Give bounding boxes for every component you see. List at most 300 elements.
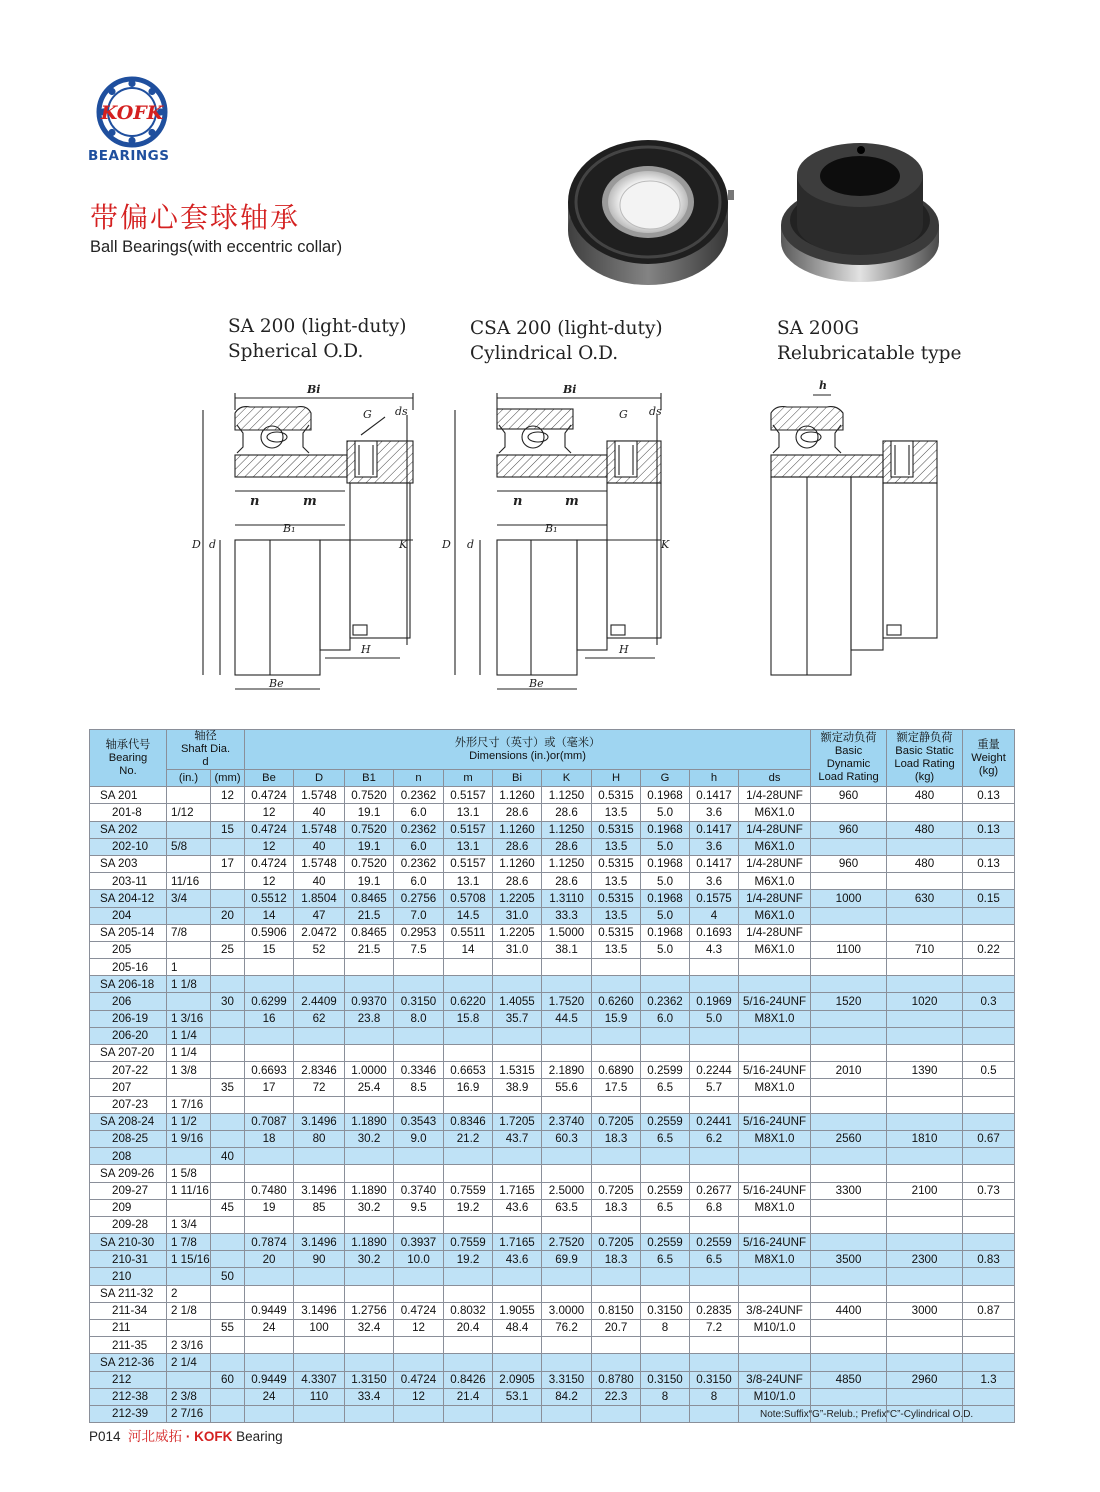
cell-dim-be [245, 1148, 294, 1165]
cell-dim-m: 0.5708 [444, 890, 493, 907]
cell-shaft-mm [211, 1113, 245, 1130]
cell-dim-n: 9.0 [394, 1130, 444, 1147]
cell-static-load [887, 1148, 963, 1165]
type-sa200-line1: SA 200 (light-duty) [228, 316, 407, 337]
cell-dim-h [690, 1268, 739, 1285]
cell-dim-b1 [345, 1165, 394, 1182]
cell-shaft-mm: 17 [211, 855, 245, 872]
label-be: Be [269, 677, 284, 690]
cell-dim-k: 2.5000 [542, 1182, 592, 1199]
cell-dim-ds: M8X1.0 [739, 1251, 811, 1268]
cell-dim-m [444, 959, 493, 976]
cell-dim-ds: M8X1.0 [739, 1130, 811, 1147]
cell-dim-m: 19.2 [444, 1199, 493, 1216]
cell-dim-k [542, 1268, 592, 1285]
cell-dim-k: 84.2 [542, 1388, 592, 1405]
cell-dim-g [641, 976, 690, 993]
cell-dim-k [542, 1027, 592, 1044]
cell-bearing-no: 205-16 [90, 959, 167, 976]
cell-dim-be: 0.6693 [245, 1062, 294, 1079]
cell-dim-d: 47 [294, 907, 345, 924]
cell-dim-b1 [345, 976, 394, 993]
cell-shaft-inch: 1 1/4 [167, 1027, 211, 1044]
cell-dim-k: 69.9 [542, 1251, 592, 1268]
cell-shaft-mm [211, 804, 245, 821]
cell-dim-n [394, 1165, 444, 1182]
table-row [90, 890, 1015, 907]
drawing-sa200 [191, 383, 413, 690]
cell-weight [963, 959, 1015, 976]
cell-shaft-inch [167, 907, 211, 924]
table-row [90, 993, 1015, 1010]
cell-weight [963, 804, 1015, 821]
cell-dynamic-load [811, 1027, 887, 1044]
cell-static-load [887, 959, 963, 976]
cell-weight: 0.87 [963, 1302, 1015, 1319]
cell-dim-b1: 21.5 [345, 907, 394, 924]
cell-dynamic-load: 1000 [811, 890, 887, 907]
cell-dim-n: 0.2362 [394, 821, 444, 838]
page-footer [89, 1425, 283, 1445]
cell-dim-h [690, 1285, 739, 1302]
cell-bearing-no: 206-20 [90, 1027, 167, 1044]
table-row [90, 1027, 1015, 1044]
cell-dim-d: 3.1496 [294, 1302, 345, 1319]
cell-dim-be: 0.9449 [245, 1302, 294, 1319]
cell-weight [963, 924, 1015, 941]
cell-dim-k [542, 1285, 592, 1302]
cell-dim-n: 8.5 [394, 1079, 444, 1096]
cell-static-load: 480 [887, 787, 963, 804]
cell-dim-m [444, 976, 493, 993]
table-row [90, 1337, 1015, 1354]
label-d-bore-2: d [467, 538, 475, 551]
label-d-bore: d [209, 538, 217, 551]
cell-shaft-inch [167, 787, 211, 804]
cell-static-load: 710 [887, 941, 963, 958]
cell-dim-g: 0.3150 [641, 1371, 690, 1388]
cell-weight: 1.3 [963, 1371, 1015, 1388]
cell-dim-g: 0.2559 [641, 1234, 690, 1251]
cell-bearing-no: 210-31 [90, 1251, 167, 1268]
cell-weight [963, 1148, 1015, 1165]
cell-dim-k [542, 976, 592, 993]
cell-dim-h: 0.6890 [592, 1062, 641, 1079]
cell-dim-h [690, 976, 739, 993]
cell-dim-ds [739, 1096, 811, 1113]
cell-shaft-inch [167, 1371, 211, 1388]
cell-dim-h: 0.7205 [592, 1113, 641, 1130]
cell-dim-be [245, 1354, 294, 1371]
cell-dynamic-load: 3500 [811, 1251, 887, 1268]
cell-dim-d: 100 [294, 1320, 345, 1337]
cell-dim-ds [739, 1337, 811, 1354]
bearing-photo-spherical [558, 130, 738, 295]
cell-dim-m: 19.2 [444, 1251, 493, 1268]
cell-dim-m [444, 1337, 493, 1354]
cell-static-load [887, 1010, 963, 1027]
cell-dim-d [294, 1354, 345, 1371]
cell-dim-h [592, 959, 641, 976]
cell-dim-b1: 30.2 [345, 1251, 394, 1268]
cell-dim-ds: 5/16-24UNF [739, 1182, 811, 1199]
cell-dim-d [294, 1216, 345, 1233]
cell-dim-n [394, 976, 444, 993]
cell-dim-g: 0.1968 [641, 787, 690, 804]
cell-dim-g [641, 1165, 690, 1182]
cell-dim-g: 6.0 [641, 1010, 690, 1027]
cell-dim-h [592, 1148, 641, 1165]
cell-dim-g [641, 1027, 690, 1044]
cell-dim-bi: 35.7 [493, 1010, 542, 1027]
cell-dim-d: 110 [294, 1388, 345, 1405]
cell-dim-m [444, 1027, 493, 1044]
cell-dynamic-load [811, 1268, 887, 1285]
label-k: K [399, 538, 408, 551]
cell-dim-k [542, 1405, 592, 1422]
cell-dim-ds [739, 1216, 811, 1233]
cell-dim-bi [493, 1405, 542, 1422]
cell-dim-h: 0.8150 [592, 1302, 641, 1319]
cell-dim-bi: 38.9 [493, 1079, 542, 1096]
cell-shaft-mm: 15 [211, 821, 245, 838]
cell-dim-n [394, 1405, 444, 1422]
cell-static-load [887, 838, 963, 855]
cell-dim-h: 8 [690, 1388, 739, 1405]
cell-dim-be: 18 [245, 1130, 294, 1147]
cell-dim-h [690, 1148, 739, 1165]
cell-dim-m: 14.5 [444, 907, 493, 924]
cell-dim-k: 60.3 [542, 1130, 592, 1147]
cell-dim-h: 18.3 [592, 1130, 641, 1147]
cell-dim-be: 0.7087 [245, 1113, 294, 1130]
cell-dim-k: 3.3150 [542, 1371, 592, 1388]
label-n-2: n [513, 494, 523, 509]
cell-dim-b1: 19.1 [345, 873, 394, 890]
cell-dim-k [542, 1354, 592, 1371]
cell-dim-d: 90 [294, 1251, 345, 1268]
cell-dim-n: 6.0 [394, 804, 444, 821]
label-bi-2: Bi [563, 383, 577, 396]
cell-dim-b1 [345, 959, 394, 976]
table-header [90, 730, 1015, 787]
cell-weight [963, 976, 1015, 993]
cell-bearing-no: 204 [90, 907, 167, 924]
cell-dim-be [245, 1285, 294, 1302]
cell-dim-be [245, 1045, 294, 1062]
cell-dim-h [592, 1354, 641, 1371]
cell-dim-d: 40 [294, 804, 345, 821]
cell-dynamic-load [811, 1148, 887, 1165]
drawing-sa200g [771, 379, 937, 675]
cell-dim-d [294, 1045, 345, 1062]
cell-dim-bi [493, 1165, 542, 1182]
cell-shaft-inch: 5/8 [167, 838, 211, 855]
cell-dynamic-load [811, 1285, 887, 1302]
cell-dim-n: 0.4724 [394, 1302, 444, 1319]
header-weight: 重量 Weight (kg) [963, 730, 1015, 787]
cell-dim-b1: 1.0000 [345, 1062, 394, 1079]
cell-dim-n [394, 1045, 444, 1062]
cell-dim-b1: 32.4 [345, 1320, 394, 1337]
label-h-small: h [819, 379, 827, 392]
cell-weight [963, 1199, 1015, 1216]
cell-weight: 0.13 [963, 787, 1015, 804]
cell-dim-k: 2.1890 [542, 1062, 592, 1079]
table-row [90, 1302, 1015, 1319]
cell-dim-n [394, 1337, 444, 1354]
cell-dynamic-load: 1100 [811, 941, 887, 958]
cell-shaft-mm [211, 1165, 245, 1182]
cell-dim-b1: 0.8465 [345, 924, 394, 941]
cell-dynamic-load [811, 907, 887, 924]
cell-static-load: 480 [887, 855, 963, 872]
page-number: P014 [89, 1429, 121, 1444]
cell-dim-h [690, 1165, 739, 1182]
cell-dim-n: 10.0 [394, 1251, 444, 1268]
table-row [90, 976, 1015, 993]
table-row [90, 1388, 1015, 1405]
cell-dim-m [444, 1096, 493, 1113]
cell-dynamic-load: 3300 [811, 1182, 887, 1199]
cell-static-load [887, 804, 963, 821]
cell-dim-n [394, 1027, 444, 1044]
table-row [90, 821, 1015, 838]
table-row [90, 1062, 1015, 1079]
cell-dim-ds: M8X1.0 [739, 1079, 811, 1096]
cell-dim-b1 [345, 1268, 394, 1285]
cell-dim-ds: 5/16-24UNF [739, 1062, 811, 1079]
cell-static-load [887, 1234, 963, 1251]
table-row [90, 907, 1015, 924]
table-row [90, 1251, 1015, 1268]
cell-dim-n: 0.2362 [394, 855, 444, 872]
table-row [90, 1010, 1015, 1027]
cell-dim-k: 1.7520 [542, 993, 592, 1010]
cell-dim-g: 8 [641, 1320, 690, 1337]
cell-weight [963, 873, 1015, 890]
cell-dim-h: 0.3150 [690, 1371, 739, 1388]
cell-dim-m: 0.5157 [444, 855, 493, 872]
cell-weight [963, 1234, 1015, 1251]
cell-dim-h: 0.7205 [592, 1182, 641, 1199]
cell-dim-b1: 21.5 [345, 941, 394, 958]
cell-dim-n [394, 959, 444, 976]
cell-dim-h [690, 959, 739, 976]
cell-dim-h: 18.3 [592, 1199, 641, 1216]
label-g-2: G [619, 408, 628, 421]
cell-weight: 0.73 [963, 1182, 1015, 1199]
cell-dim-m: 0.7559 [444, 1234, 493, 1251]
cell-static-load: 2100 [887, 1182, 963, 1199]
type-label-csa200 [470, 316, 663, 366]
cell-dim-n: 0.2756 [394, 890, 444, 907]
cell-bearing-no: 208-25 [90, 1130, 167, 1147]
header-col-bi: Bi [493, 770, 542, 787]
cell-dim-d: 2.4409 [294, 993, 345, 1010]
cell-shaft-inch [167, 1320, 211, 1337]
label-d-outer-2: D [442, 538, 451, 551]
cell-shaft-inch: 1 3/4 [167, 1216, 211, 1233]
cell-shaft-mm [211, 976, 245, 993]
cell-shaft-inch: 2 7/16 [167, 1405, 211, 1422]
cell-dim-b1: 1.2756 [345, 1302, 394, 1319]
type-csa200-line2: Cylindrical O.D. [470, 343, 619, 364]
header-shaft-dia: 轴径 Shaft Dia. d [167, 730, 245, 770]
label-ds: ds [395, 405, 408, 418]
cell-dim-h: 3.6 [690, 838, 739, 855]
cell-dim-d: 52 [294, 941, 345, 958]
type-label-sa200 [228, 314, 406, 364]
cell-weight [963, 1027, 1015, 1044]
label-m: m [303, 494, 317, 509]
cell-static-load [887, 1045, 963, 1062]
cell-dim-bi: 31.0 [493, 907, 542, 924]
cell-dim-bi: 1.2205 [493, 890, 542, 907]
label-be-2: Be [529, 677, 544, 690]
cell-static-load: 630 [887, 890, 963, 907]
cell-bearing-no: SA 211-32 [90, 1285, 167, 1302]
cell-dim-h [592, 1337, 641, 1354]
cell-dim-h: 0.7205 [592, 1234, 641, 1251]
cell-dim-be: 16 [245, 1010, 294, 1027]
cell-shaft-inch: 1 11/16 [167, 1182, 211, 1199]
cell-dynamic-load [811, 1045, 887, 1062]
cell-dim-h: 0.6260 [592, 993, 641, 1010]
cell-static-load [887, 1096, 963, 1113]
cell-dim-h: 5.7 [690, 1079, 739, 1096]
cell-bearing-no: SA 210-30 [90, 1234, 167, 1251]
cell-static-load [887, 1216, 963, 1233]
cell-dim-h [592, 1096, 641, 1113]
technical-drawings [185, 375, 945, 700]
cell-dynamic-load [811, 976, 887, 993]
cell-shaft-mm [211, 1354, 245, 1371]
cell-dim-m [444, 1045, 493, 1062]
cell-shaft-inch: 2 [167, 1285, 211, 1302]
cell-dim-bi: 1.5315 [493, 1062, 542, 1079]
cell-weight: 0.5 [963, 1062, 1015, 1079]
header-col-ds: ds [739, 770, 811, 787]
cell-dim-bi: 31.0 [493, 941, 542, 958]
cell-dim-bi: 1.9055 [493, 1302, 542, 1319]
cell-shaft-mm: 30 [211, 993, 245, 1010]
cell-shaft-inch: 1 3/16 [167, 1010, 211, 1027]
cell-dim-k: 55.6 [542, 1079, 592, 1096]
cell-dim-g [641, 1096, 690, 1113]
cell-dim-h: 3.6 [690, 873, 739, 890]
cell-dim-h [592, 1027, 641, 1044]
cell-dim-h: 0.5315 [592, 787, 641, 804]
cell-weight [963, 1165, 1015, 1182]
cell-static-load [887, 1027, 963, 1044]
cell-shaft-mm [211, 1182, 245, 1199]
cell-dim-d: 3.1496 [294, 1234, 345, 1251]
cell-dim-d: 40 [294, 873, 345, 890]
cell-dim-g: 0.2362 [641, 993, 690, 1010]
cell-dim-h: 5.0 [690, 1010, 739, 1027]
cell-bearing-no: 206 [90, 993, 167, 1010]
cell-dim-h: 6.8 [690, 1199, 739, 1216]
table-row [90, 855, 1015, 872]
cell-dim-d [294, 976, 345, 993]
cell-dim-h [690, 1354, 739, 1371]
cell-dim-g [641, 1045, 690, 1062]
cell-bearing-no: 212-39 [90, 1405, 167, 1422]
cell-shaft-inch [167, 1268, 211, 1285]
cell-dim-n: 12 [394, 1388, 444, 1405]
cell-dim-be: 14 [245, 907, 294, 924]
cell-bearing-no: 209-28 [90, 1216, 167, 1233]
table-row [90, 1182, 1015, 1199]
cell-dim-n: 0.3543 [394, 1113, 444, 1130]
cell-bearing-no: SA 201 [90, 787, 167, 804]
cell-dim-bi [493, 976, 542, 993]
cell-dim-b1: 33.4 [345, 1388, 394, 1405]
cell-static-load: 1810 [887, 1130, 963, 1147]
cell-static-load: 2300 [887, 1251, 963, 1268]
cell-dim-b1: 25.4 [345, 1079, 394, 1096]
cell-shaft-mm: 40 [211, 1148, 245, 1165]
cell-dim-h: 0.1693 [690, 924, 739, 941]
cell-weight [963, 838, 1015, 855]
table-row [90, 1165, 1015, 1182]
cell-dim-m: 0.6653 [444, 1062, 493, 1079]
cell-dim-m: 21.4 [444, 1388, 493, 1405]
cell-weight [963, 1096, 1015, 1113]
cell-dim-h: 13.5 [592, 873, 641, 890]
cell-dim-n: 12 [394, 1320, 444, 1337]
table-row [90, 1113, 1015, 1130]
cell-bearing-no: 209 [90, 1199, 167, 1216]
header-col-be: Be [245, 770, 294, 787]
cell-dim-b1: 1.1890 [345, 1182, 394, 1199]
cell-dim-b1 [345, 1216, 394, 1233]
header-shaft-inch: (in.) [167, 770, 211, 787]
cell-dim-k: 28.6 [542, 804, 592, 821]
cell-dim-m [444, 1354, 493, 1371]
cell-dim-h: 15.9 [592, 1010, 641, 1027]
cell-static-load [887, 873, 963, 890]
cell-weight: 0.22 [963, 941, 1015, 958]
cell-dim-bi: 1.7165 [493, 1234, 542, 1251]
cell-dim-ds: M10/1.0 [739, 1388, 811, 1405]
cell-dim-d: 3.1496 [294, 1113, 345, 1130]
header-bearing-no: 轴承代号 Bearing No. [90, 730, 167, 787]
table-row [90, 1079, 1015, 1096]
cell-dim-h [690, 1337, 739, 1354]
label-h-2: H [619, 643, 629, 656]
cell-dim-be: 0.4724 [245, 855, 294, 872]
cell-dim-d [294, 1285, 345, 1302]
cell-weight [963, 1268, 1015, 1285]
cell-shaft-inch [167, 1079, 211, 1096]
header-static-load: 额定静负荷 Basic Static Load Rating (kg) [887, 730, 963, 787]
type-csa200-line1: CSA 200 (light-duty) [470, 318, 663, 339]
cell-dim-d: 72 [294, 1079, 345, 1096]
cell-weight: 0.83 [963, 1251, 1015, 1268]
cell-dim-d [294, 1027, 345, 1044]
table-row [90, 838, 1015, 855]
cell-dim-m [444, 1405, 493, 1422]
cell-dim-ds [739, 1165, 811, 1182]
cell-dim-d: 4.3307 [294, 1371, 345, 1388]
cell-dim-bi: 53.1 [493, 1388, 542, 1405]
cell-shaft-mm [211, 1302, 245, 1319]
cell-dim-ds: 1/4-28UNF [739, 821, 811, 838]
cell-dim-k [542, 1216, 592, 1233]
cell-dim-n: 6.0 [394, 838, 444, 855]
